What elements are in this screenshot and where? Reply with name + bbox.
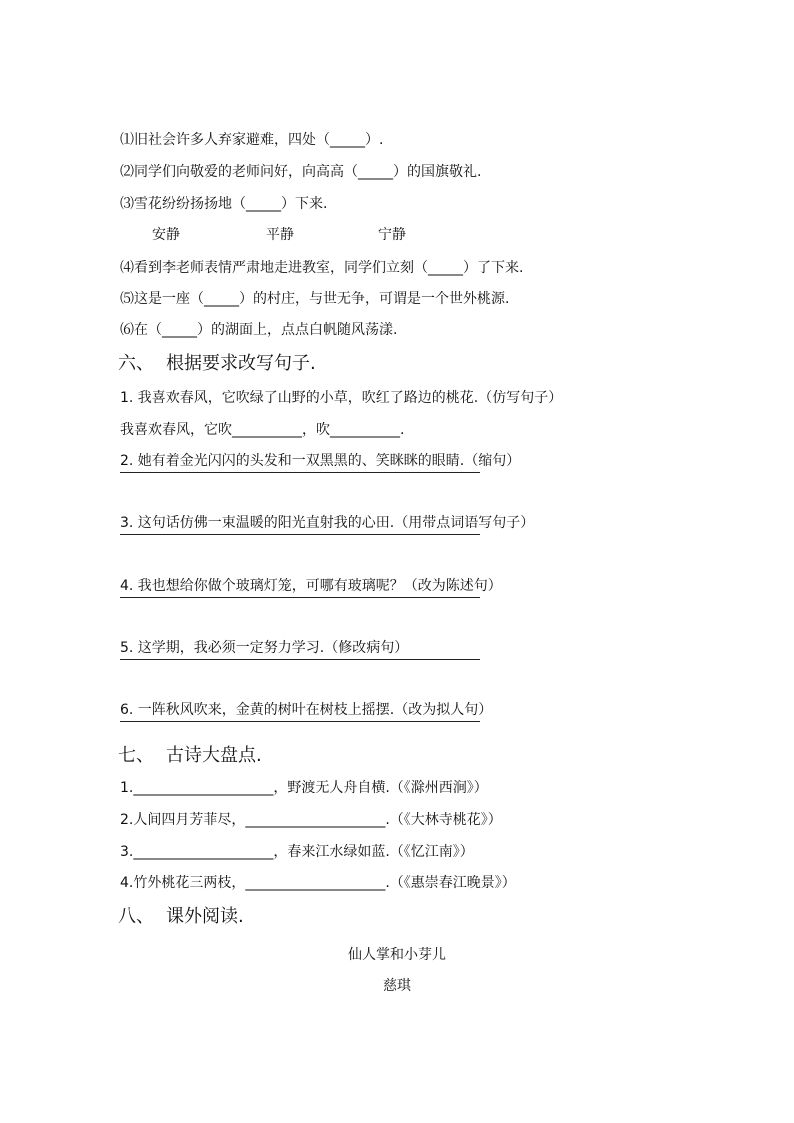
fill-blank-1: ⑴旧社会许多人弃家避难，四处（_____）. bbox=[120, 132, 384, 148]
fill-blank-5: ⑸这是一座（_____）的村庄，与世无争，可谓是一个世外桃源. bbox=[120, 291, 510, 307]
story-author: 慈琪 bbox=[383, 978, 411, 994]
rewrite-q6: 6. 一阵秋风吹来，金黄的树叶在树枝上摇摆.（改为拟人句） bbox=[120, 702, 493, 718]
section-7-number: 七、 bbox=[118, 745, 154, 766]
answer-line-q6 bbox=[120, 721, 480, 722]
section-8-heading bbox=[118, 905, 244, 929]
answer-line-q3 bbox=[120, 534, 480, 535]
poem-line-2: 2.人间四月芳菲尽，____________________.（《大林寺桃花》） bbox=[120, 812, 502, 828]
word-choice-2: 平静 bbox=[266, 227, 294, 243]
fill-blank-2: ⑵同学们向敬爱的老师问好，向高高（_____）的国旗敬礼. bbox=[120, 164, 482, 180]
rewrite-q1: 1. 我喜欢春风，它吹绿了山野的小草，吹红了路边的桃花.（仿写句子） bbox=[120, 390, 563, 406]
word-choice-1: 安静 bbox=[152, 227, 180, 243]
word-choice-3: 宁静 bbox=[378, 227, 406, 243]
section-8-title: 课外阅读. bbox=[166, 906, 244, 927]
section-8-number: 八、 bbox=[118, 906, 154, 927]
rewrite-q5: 5. 这学期，我必须一定努力学习.（修改病句） bbox=[120, 640, 409, 656]
section-6-number: 六、 bbox=[118, 353, 154, 374]
rewrite-q4: 4. 我也想给你做个玻璃灯笼，可哪有玻璃呢？（改为陈述句） bbox=[120, 578, 502, 594]
rewrite-q2: 2. 她有着金光闪闪的头发和一双黑黑的、笑眯眯的眼睛.（缩句） bbox=[120, 453, 521, 469]
section-6-title: 根据要求改写句子. bbox=[166, 353, 316, 374]
rewrite-q1-answer: 我喜欢春风，它吹__________，吹__________. bbox=[120, 422, 405, 438]
fill-blank-3: ⑶雪花纷纷扬扬地（_____）下来. bbox=[120, 196, 328, 212]
poem-line-4: 4.竹外桃花三两枝，____________________.（《惠崇春江晚景》） bbox=[120, 875, 516, 891]
answer-line-q2 bbox=[120, 472, 480, 473]
section-7-heading bbox=[118, 744, 262, 768]
word-choices bbox=[152, 225, 406, 245]
section-7-title: 古诗大盘点. bbox=[166, 745, 262, 766]
section-6-heading bbox=[118, 352, 316, 376]
poem-line-1: 1.____________________，野渡无人舟自横.（《滁州西涧》） bbox=[120, 780, 488, 796]
fill-blank-4: ⑷看到李老师表情严肃地走进教室，同学们立刻（_____）了下来. bbox=[120, 260, 524, 276]
fill-blank-6: ⑹在（_____）的湖面上，点点白帆随风荡漾. bbox=[120, 322, 398, 338]
answer-line-q4 bbox=[120, 597, 480, 598]
rewrite-q3: 3. 这句话仿佛一束温暖的阳光直射我的心田.（用带点词语写句子） bbox=[120, 515, 535, 531]
story-title: 仙人掌和小芽儿 bbox=[348, 947, 446, 963]
answer-line-q5 bbox=[120, 659, 480, 660]
poem-line-3: 3.____________________，春来江水绿如蓝.（《忆江南》） bbox=[120, 844, 474, 860]
